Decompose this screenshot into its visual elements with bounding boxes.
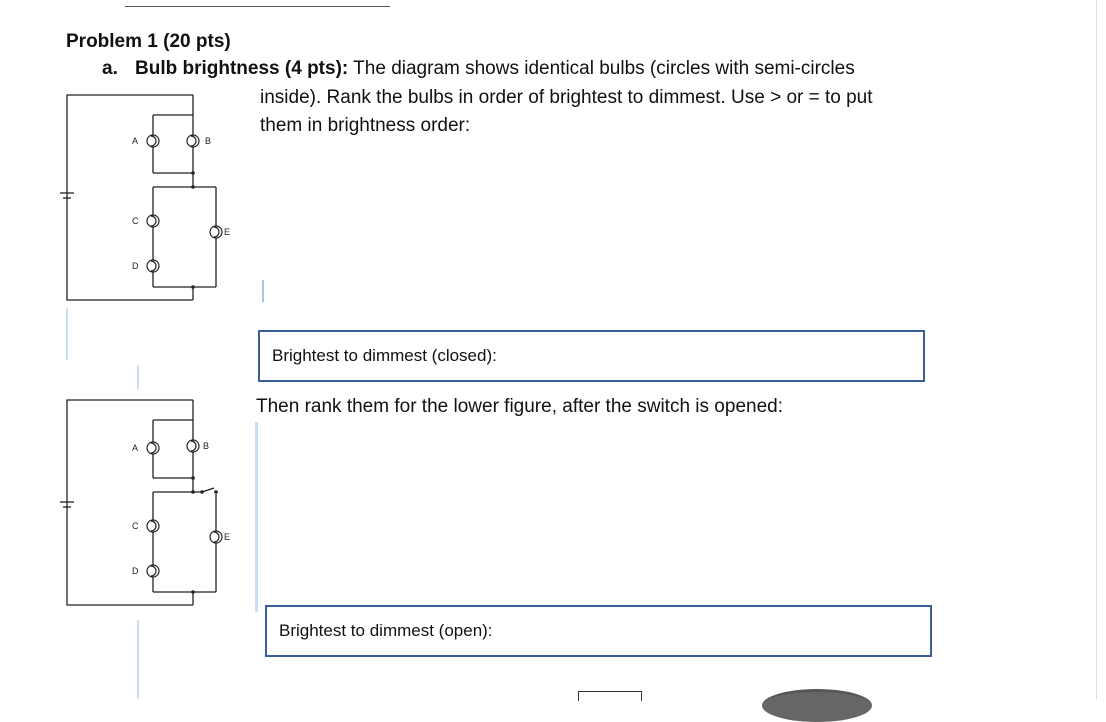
margin-marker — [137, 620, 139, 699]
closed-answer-label: Brightest to dimmest (closed): — [272, 346, 497, 365]
bulb-b-label-open: B — [203, 441, 210, 451]
bulb-d-label: D — [132, 261, 139, 271]
circuit-closed-diagram — [40, 85, 280, 310]
bulb-d-symbol-open — [147, 565, 159, 577]
lower-instruction: Then rank them for the lower figure, after the switch is opened: — [256, 396, 783, 417]
circuit-open-diagram — [40, 390, 280, 615]
part-a-label: a. — [102, 58, 118, 79]
intro-line-1: The diagram shows identical bulbs (circles with semi-circles — [353, 58, 855, 79]
margin-marker — [66, 308, 68, 360]
bottom-shape-oval — [762, 689, 872, 722]
margin-marker — [137, 365, 139, 389]
bulb-b-symbol-open — [187, 440, 199, 452]
top-rule — [125, 6, 390, 7]
bottom-shape-rect — [578, 691, 642, 701]
bulb-a-label: A — [132, 136, 139, 146]
bulb-e-label: E — [224, 227, 231, 237]
bulb-b-symbol — [187, 135, 199, 147]
bulb-c-symbol-open — [147, 520, 159, 532]
open-answer-box[interactable] — [265, 605, 932, 657]
problem-title: Problem 1 (20 pts) — [66, 31, 231, 52]
bulb-a-symbol-open — [147, 442, 159, 454]
text-cursor-marker — [262, 280, 264, 302]
bulb-a-symbol — [147, 135, 159, 147]
right-edge-rule — [1096, 0, 1097, 699]
part-a-intro — [135, 55, 855, 83]
bulb-d-symbol — [147, 260, 159, 272]
bulb-c-symbol — [147, 215, 159, 227]
closed-answer-box[interactable] — [258, 330, 925, 382]
bulb-b-label: B — [205, 136, 212, 146]
bulb-e-symbol-open — [210, 531, 222, 543]
bulb-c-label: C — [132, 216, 139, 226]
open-answer-label: Brightest to dimmest (open): — [279, 621, 493, 640]
bulb-d-label-open: D — [132, 566, 139, 576]
margin-marker — [255, 422, 258, 612]
intro-line-3: them in brightness order: — [260, 115, 471, 136]
part-a-heading: Bulb brightness (4 pts): — [135, 58, 349, 79]
bulb-c-label-open: C — [132, 521, 139, 531]
bulb-e-label-open: E — [224, 532, 231, 542]
bulb-a-label-open: A — [132, 443, 139, 453]
bulb-e-symbol — [210, 226, 222, 238]
intro-line-2: inside). Rank the bulbs in order of brightest to dimmest. Use > or = to put — [260, 87, 873, 108]
